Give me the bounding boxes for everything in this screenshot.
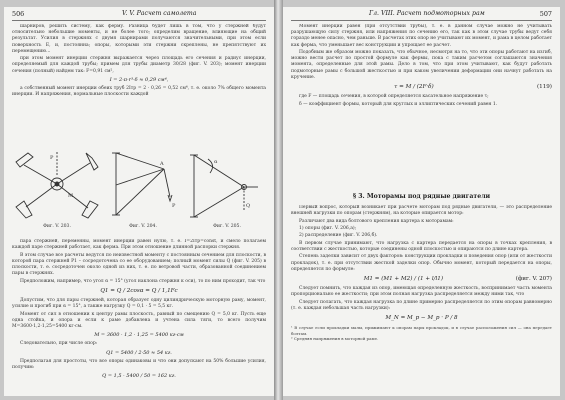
formula: M = 3600 · 1,2 · 1,25 = 5400 кг·см [94,332,184,339]
figure-caption: Фиг. V. 205. [213,224,241,229]
paragraph: Предполагая для простоты, что все опоры одинаковы и что они допускают на 50% большие усилия, получим: [12,358,266,370]
svg-text:M: M [68,193,74,199]
section-title: § 3. Моторамы под рядные двигатели [352,193,491,200]
figure-v-205 [188,145,266,229]
left-page-number: 506 [12,10,25,18]
right-bottom-text-block [291,205,552,396]
figure-v-204 [108,145,178,229]
right-page [283,7,560,396]
figure-caption: Фиг. V. 204. [129,224,157,229]
book-gutter [274,0,283,400]
figure-v-205-drawing [188,145,266,223]
paragraph: Момент инерции равен (при отсутствии трубы), т. е. в данном случае можно не учитывать разрушающую силу стержня, или напряжения по сечению его, так как в этом случае трубы ведут себя гораздо менее опасно, чем раньше. В расчетах этих опор не учитывают их момент, и рама в целом работает как ферма, что уменьшает вес конструкции и упрощает ее расчет. [291,24,552,48]
paragraph: Степень заделки зависит от двух факторов: конструкции прокладки и поведения опор (или от жесткости прокладок), т. е. при отсутствии жесткой заделки опор. Обычно момент, который передается на опоры, определяется по формуле: [291,254,552,272]
paragraph: где F — площадь сечения, в которой определяется касательное напряжение τ; [299,94,489,100]
formula-main [291,82,552,93]
svg-text:Q: Q [246,203,251,209]
paragraph: Предположим, например, что угол α = 15° (угол наклона стержня к оси), то по ним проходит, так что [20,278,266,284]
paragraph: В первом случае принимают, что нагрузка с картера передается на опоры в точках крепления, в соответствии с жесткостью, которые соединены одной плоскостью и опираются по длине картера. [291,240,552,252]
formula-main-text: τ = M / (2F·δ) [394,84,434,91]
svg-text:P: P [50,155,54,161]
figure-caption: Фиг. V. 203. [43,224,71,229]
svg-text:A: A [160,161,164,167]
paragraph: δ — коэффициент формы, который для круглых и эллиптических сечений равен 1. [299,101,498,107]
left-running-title: V. V. Расчет самолета [122,10,197,17]
footnote: ¹ В случае если прокладки малы, прижимают к опорам пары прокладок, и в случае расположения сил — она передает болтам. [291,325,552,336]
paragraph: Следует помнить, что каждая из опор, имеющая определенную жесткость, воспринимает часть момента пропорционально ее жесткости; при этом полная нагрузка распределяется между ними так, что [291,286,552,298]
footnote: ² Средняя напряжения в моторной раме. [291,336,379,342]
paragraph: Подобным же образом можно показать, что обычное, несмотря на то, что эти опоры работают на изгиб, можно вести расчет по простой формуле как фермы, пока с таким расчетом соглашаются значения момента, определенные для этой рамы. Дело в том, что при этом учитывают, как будут работать подмоторные рамы с большой жесткостью и при каком увеличении деформации они начнут работать на кручение. [291,50,552,80]
formula-mid-text: M1 = (M1 + M2) / (1 + l/l1) [363,276,444,283]
formula: Q1 = Q / 2cosα = Q / 1,1Fc [100,287,178,294]
paragraph: при этом момент инерции стержня выражается через площадь его сечения и радиус инерции, определяемый для каждой трубы; примем для трубы диаметр 30/28 (фиг. V. 203); момент инерции сечения (полный) найдем так: F=0,91 см², [12,56,266,74]
right-running-title: Гл. VIII. Расчет подмоторных рам [369,10,485,17]
paragraph: 2) распределение (фиг. V. 206,б). [299,233,378,239]
formula-mid-number: (фиг. V. 207) [515,276,552,283]
right-top-text-block [291,24,552,190]
formula: Q = 1,5 · 5400 / 50 = 162 кг. [102,373,176,380]
formula: Q1 = 5400 / 2·50 ≈ 54 кг. [106,349,172,356]
paragraph: Различают два вида болтового крепления картера к моторамам: [299,218,454,224]
right-header-rule [291,20,552,21]
figure-v-204-drawing [108,145,178,223]
paragraph: 1) опоры (фиг. V. 206,а); [299,225,357,231]
figure-v-203 [12,145,102,229]
left-header-rule [12,20,266,21]
svg-text:P: P [172,203,176,209]
paragraph: шарниров, решить систему, как ферму. Разница будет лишь в том, что у стержней будут относительно небольшие моменты, и не более того; определим вращение, влияющие на общий результат. Усилия в стержнях с двумя шарнирами получаются значительными, при этом если поверхность Е, и, постоянна; опоры, которыми эти стержни скреплены, не препятствуют их перемещению... [12,24,266,54]
figure-v-203-drawing [12,145,102,223]
left-page [4,7,274,396]
left-top-text-block [12,24,266,142]
paragraph: а собственный момент инерции обеих труб 2Iтр = 2 · 0,26 = 0,52 см⁴, т. е. около 7% общего момента инерции. И напряжения, нормальные плоскости каждой [12,86,266,98]
right-page-number: 507 [539,10,552,18]
formula-mid [291,274,552,285]
paragraph: Первый вопрос, который возникает при расчете моторам под рядные двигатели, — это распределение внешней нагрузки по опорам (стержням), на которые опирается мотор: [291,205,552,217]
left-bottom-text-block [12,239,266,396]
paragraph: Следовательно, при числе опор: [20,341,98,347]
paragraph: В этом случае все расчеты ведутся по неизвестной моменту с постоянным сечением для плоскости, в которой пара стержней P1 – сосредоточена со ее оборудованием; полный момент силы Q (фиг. V. 205) в плоскости, т. е. сосредоточен около одной из них, т. е. по ветровой части, образованной соединением пары в стержнях. [12,252,266,277]
left-running-head [12,10,266,20]
paragraph: пара стержней, переменны, момент инерции равен нулю, т. е. I=2Iтр=const, и смело полагаем каждой паре стержней работает, как ферма. При этом отношение длинной распорки стержня. [12,239,266,251]
paragraph: Следует полагать, что каждая нагрузка по длине примерно распределяется по этим опорам равномерно (т. е. каждая небольшая часть нагрузки): [291,299,552,311]
formula-number: (119) [536,84,552,91]
right-running-head [291,10,552,20]
paragraph: Момент от сил в отношении к центру рамы плоскость, равный по смещению Q = 5,0 кг. Пусть еще одна стойка, и опора и если к раме добавлена и учтена сила тяги, то всего получим M=3600·1,2·1,25=5400 кг·см. [12,311,266,329]
paragraph: Допустим, что для пары стержней, которая образует одну цилиндрическую моторную раму, момент, усилие и прогиб при α = 15°, а также нагрузку Q = 0,1 · 5 = 5,5 кг. [12,297,266,310]
figures-row [12,145,266,233]
formula-end: M_N = M_p − M_p · P / 8 [385,315,458,322]
formula: I = 2·π·r³·δ ≈ 0,29 см⁴, [109,77,169,83]
svg-text:α: α [214,159,218,165]
